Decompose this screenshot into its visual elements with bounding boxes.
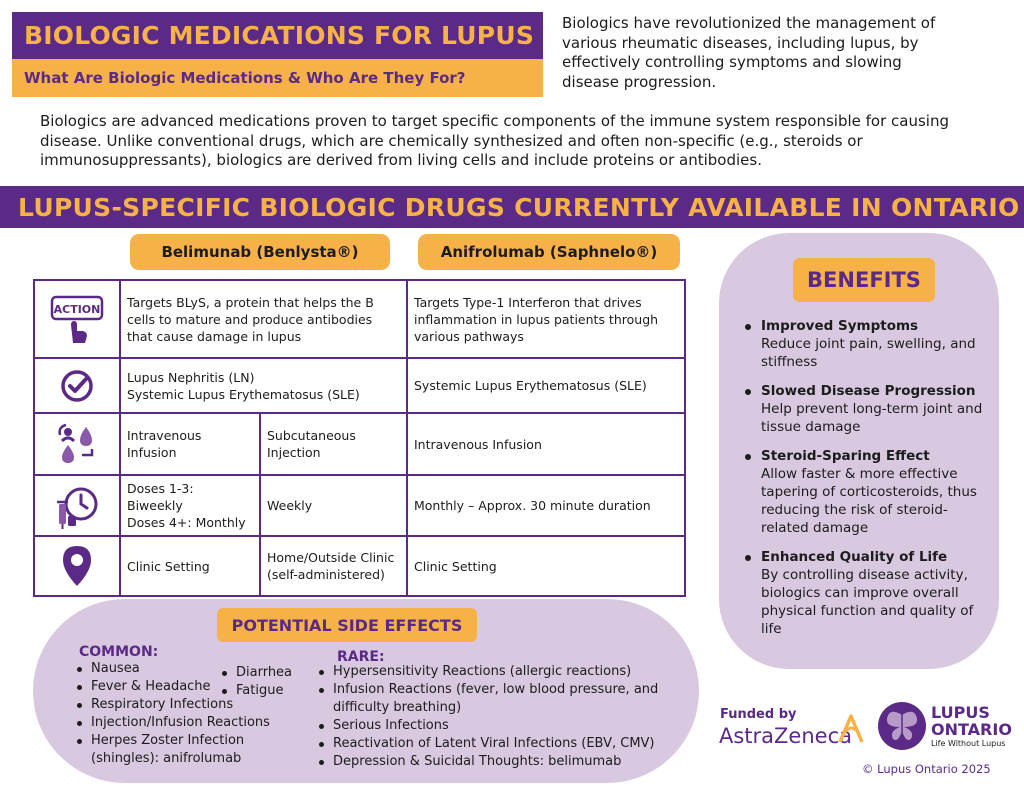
syringe-clock-icon (53, 482, 101, 530)
side-effects-panel (33, 599, 699, 783)
benefit-text: By controlling disease activity, biologics can improve overall physical function and quality of life (761, 567, 974, 637)
list-item: Injection/Infusion Reactions (75, 714, 275, 732)
common-heading: COMMON: (79, 644, 159, 660)
benefit-heading: Slowed Disease Progression (761, 383, 976, 399)
table-row-setting (34, 536, 685, 596)
org-name (931, 704, 1011, 738)
infusion-drops-icon (54, 421, 100, 467)
frequency-belimumab-iv-cell (120, 475, 260, 536)
benefits-list (743, 317, 993, 649)
indication-belimumab-ln: Lupus Nephritis (LN) (127, 369, 255, 385)
action-click-icon (49, 291, 105, 347)
location-pin-icon (60, 544, 94, 588)
benefit-heading: Improved Symptoms (761, 318, 919, 334)
frequency-belimumab-iv-line1: Doses 1-3: Biweekly (127, 481, 194, 513)
benefit-text: Reduce joint pain, swelling, and stiffness (761, 336, 976, 370)
route-belimumab-sc-cell: Subcutaneous Injection (260, 413, 407, 475)
section-band-title: LUPUS-SPECIFIC BIOLOGIC DRUGS CURRENTLY AVAILABLE IN ONTARIO (0, 186, 1024, 228)
table-row-frequency (34, 475, 685, 536)
indication-belimumab-cell (120, 358, 407, 413)
action-belimumab-cell: Targets BLyS, a protein that helps the B cells to mature and produce antibodies that cause damage in lupus (120, 280, 407, 358)
rare-list (317, 663, 697, 771)
route-icon-cell (34, 413, 120, 475)
list-item: Reactivation of Latent Viral Infections (EBV, CMV) (317, 735, 697, 753)
intro-right-text: Biologics have revolutionized the management of various rheumatic diseases, including lupus, by effectively controlling symptoms and slowing disease progression. (562, 14, 936, 91)
frequency-anifrolumab-cell: Monthly – Approx. 30 minute duration (407, 475, 685, 536)
org-tagline: Life Without Lupus (931, 739, 1006, 748)
drug-label-belimumab: Belimunab (Benlysta®) (130, 234, 390, 270)
list-item: Fatigue (220, 682, 320, 700)
list-item: Serious Infections (317, 717, 697, 735)
route-anifrolumab-cell: Intravenous Infusion (407, 413, 685, 475)
indication-icon-cell (34, 358, 120, 413)
benefits-panel (719, 233, 999, 669)
side-effects-title: POTENTIAL SIDE EFFECTS (217, 608, 477, 642)
benefit-text: Allow faster & more effective tapering of corticosteroids, thus reducing the risk of steroid-related damage (761, 466, 977, 536)
list-item: Herpes Zoster Infection (shingles): anifrolumab (75, 732, 275, 768)
benefits-title: BENEFITS (793, 258, 935, 302)
list-item: Respiratory Infections (75, 696, 275, 714)
intro-definition-text: Biologics are advanced medications proven to target specific components of the immune system responsible for causing disease. Unlike conventional drugs, which are chemically synthesized and often non-specific (e.g., steroids or immunosuppressants), biologics are derived from living cells and include proteins or antibodies. (40, 112, 949, 169)
route-belimumab-iv-cell: Intravenous Infusion (120, 413, 260, 475)
page-title: BIOLOGIC MEDICATIONS FOR LUPUS (12, 12, 543, 59)
org-name-line2: ONTARIO (931, 720, 1012, 739)
drug-label-anifrolumab: Anifrolumab (Saphnelo®) (418, 234, 680, 270)
common-list-col2 (220, 664, 320, 700)
list-item: Hypersensitivity Reactions (allergic reactions) (317, 663, 697, 681)
benefit-item (743, 548, 993, 638)
frequency-icon-cell (34, 475, 120, 536)
astrazeneca-logo-icon (836, 710, 866, 746)
action-anifrolumab-cell: Targets Type-1 Interferon that drives inflammation in lupus patients through various pathways (407, 280, 685, 358)
setting-belimumab-iv-cell: Clinic Setting (120, 536, 260, 596)
sponsor-name: AstraZeneca (719, 724, 852, 748)
copyright-text: © Lupus Ontario 2025 (862, 762, 991, 776)
table-row-indication (34, 358, 685, 413)
frequency-belimumab-sc-cell: Weekly (260, 475, 407, 536)
benefit-item (743, 382, 993, 436)
table-row-action (34, 280, 685, 358)
setting-icon-cell (34, 536, 120, 596)
table-row-route (34, 413, 685, 475)
funded-by-label: Funded by (720, 707, 797, 722)
setting-belimumab-sc-cell: Home/Outside Clinic (self-administered) (260, 536, 407, 596)
indication-belimumab-sle: Systemic Lupus Erythematosus (SLE) (127, 386, 360, 402)
setting-anifrolumab-cell: Clinic Setting (407, 536, 685, 596)
drug-comparison-table (33, 279, 686, 597)
indication-anifrolumab-cell: Systemic Lupus Erythematosus (SLE) (407, 358, 685, 413)
benefit-heading: Enhanced Quality of Life (761, 549, 948, 565)
benefit-heading: Steroid-Sparing Effect (761, 448, 930, 464)
action-icon-cell (34, 280, 120, 358)
action-icon-text: ACTION (53, 303, 101, 316)
list-item: Infusion Reactions (fever, low blood pressure, and difficulty breathing) (317, 681, 697, 717)
rare-heading: RARE: (337, 649, 385, 665)
list-item: Nausea (75, 660, 275, 678)
page-subtitle: What Are Biologic Medications & Who Are They For? (12, 59, 543, 97)
org-name-line1: LUPUS (931, 703, 990, 722)
benefit-text: Help prevent long-term joint and tissue damage (761, 401, 983, 435)
lupus-ontario-butterfly-logo (877, 701, 927, 751)
list-item: Diarrhea (220, 664, 320, 682)
list-item: Fever & Headache (75, 678, 275, 696)
benefit-item (743, 447, 993, 537)
benefit-item (743, 317, 993, 371)
list-item: Depression & Suicidal Thoughts: belimumab (317, 753, 697, 771)
frequency-belimumab-iv-line2: Doses 4+: Monthly (127, 515, 246, 530)
checkmark-circle-icon (59, 368, 95, 404)
header-box (12, 12, 543, 97)
